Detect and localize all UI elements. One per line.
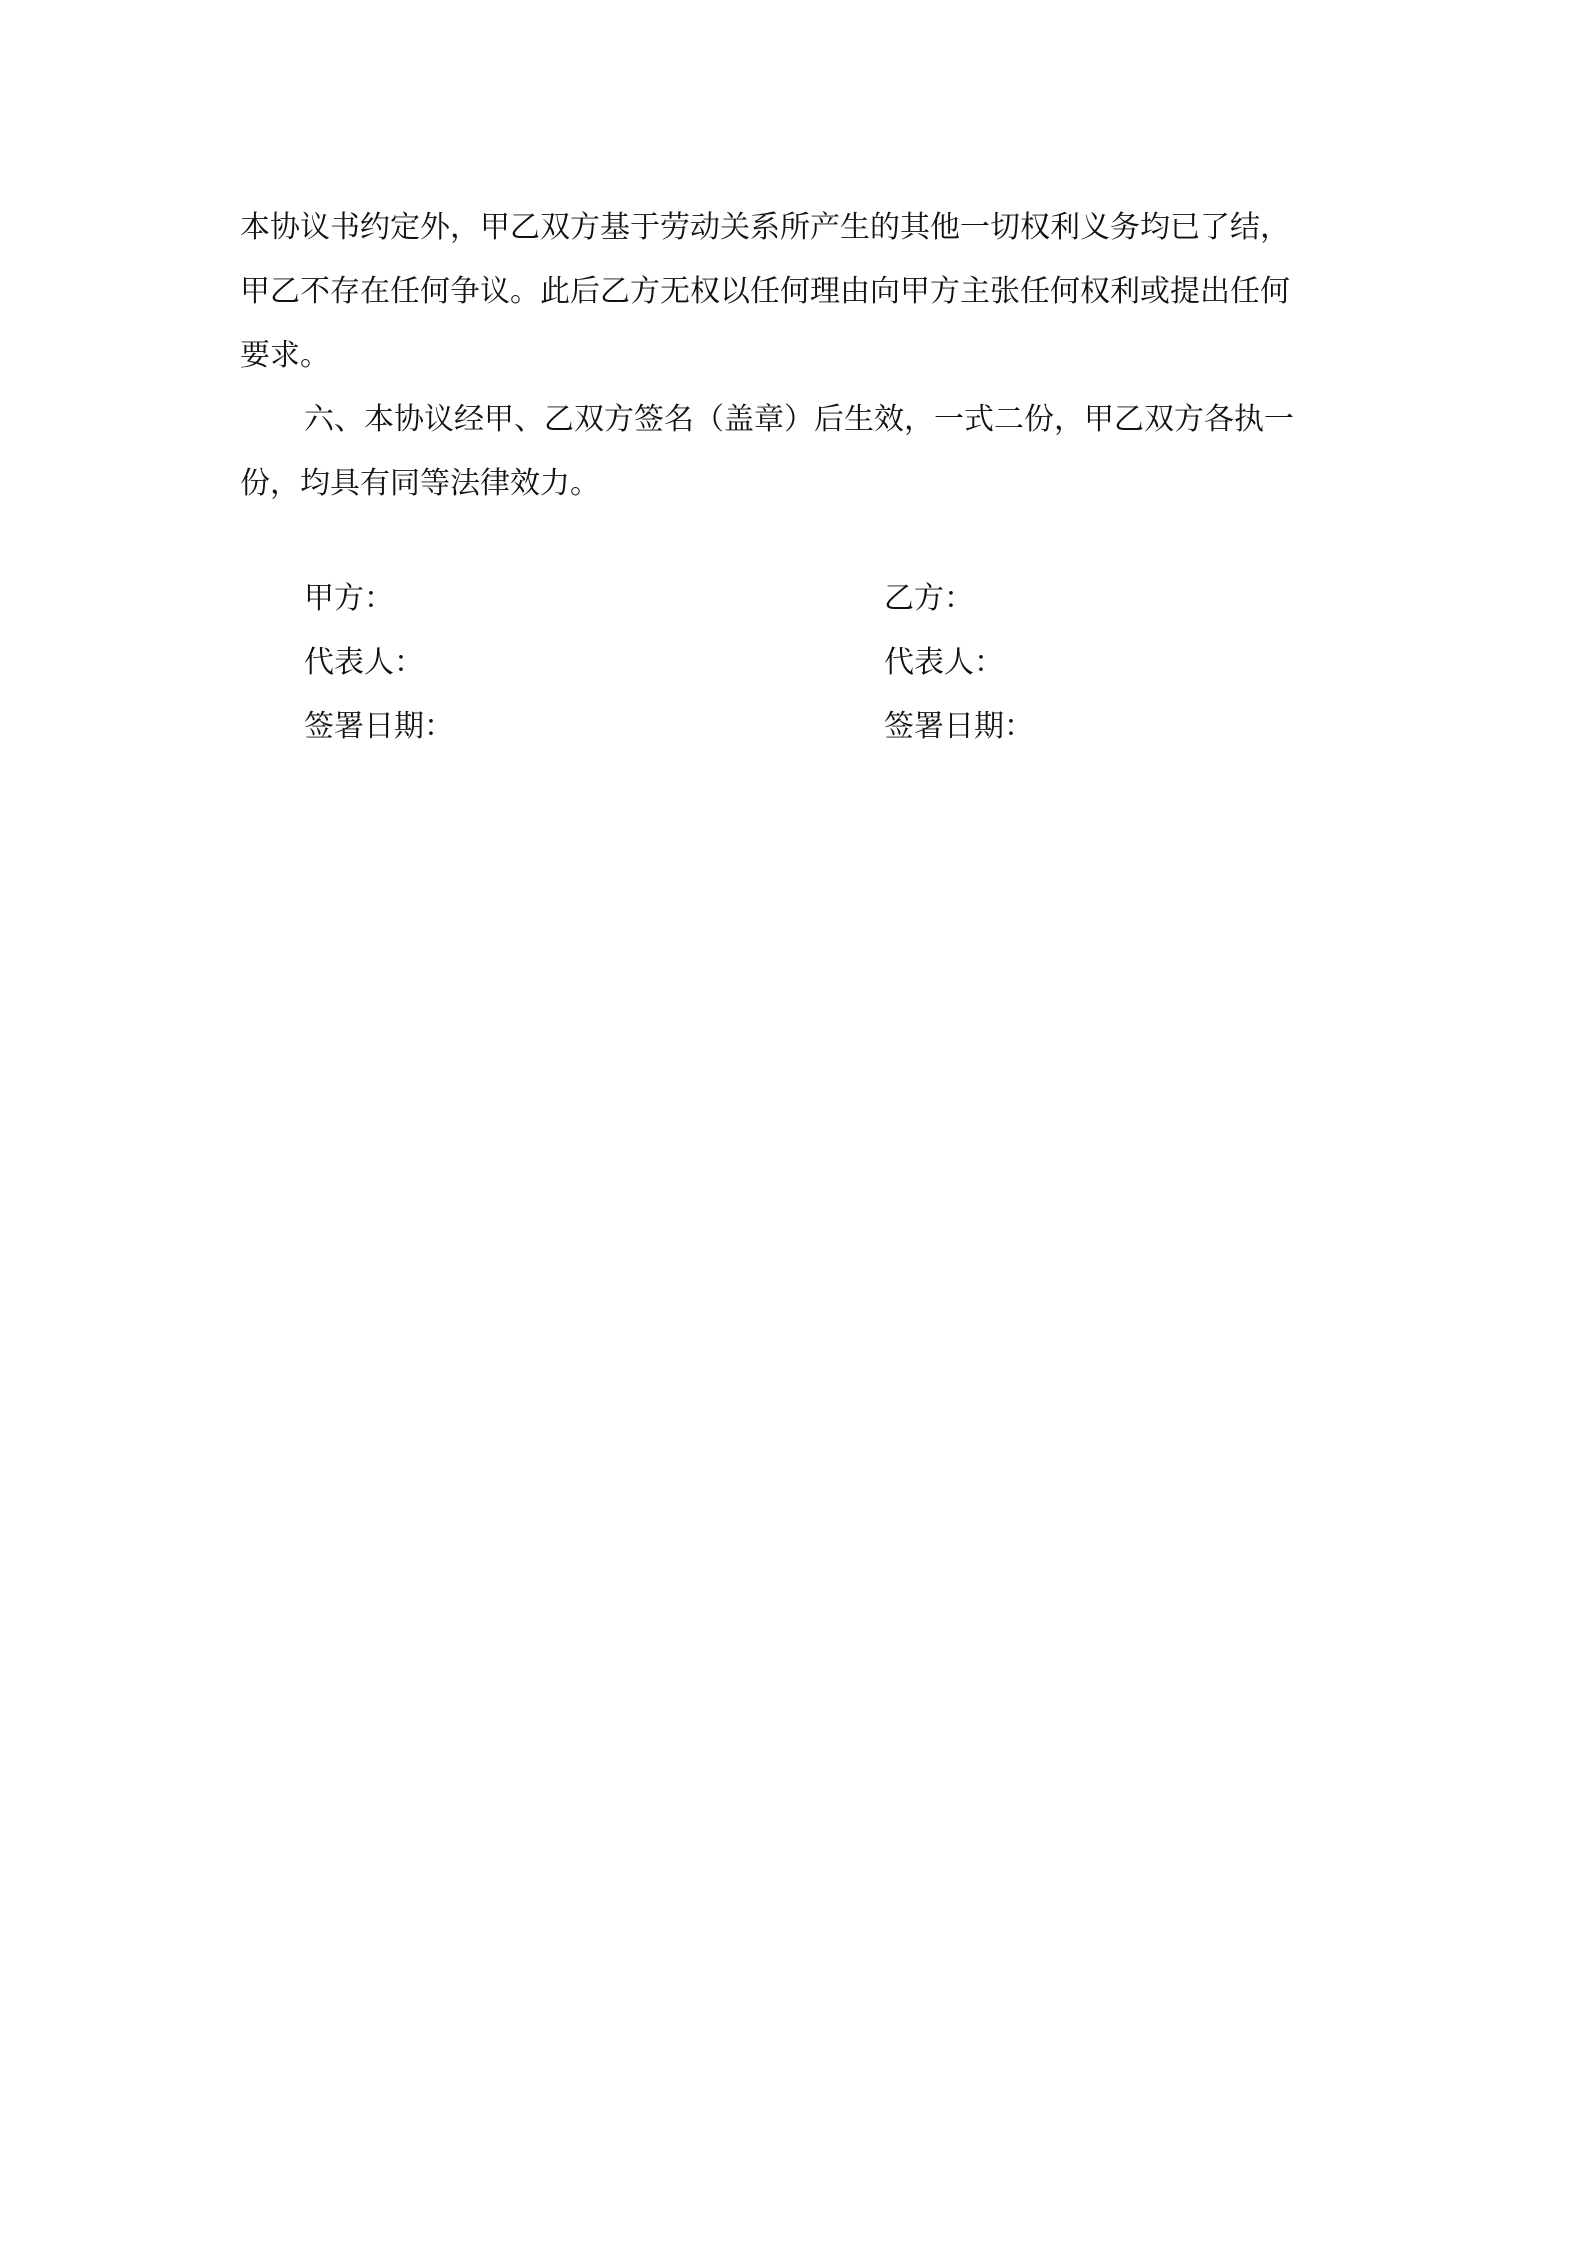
party-a-date-label: 签署日期： [304,709,454,744]
party-a-label: 甲方： [304,581,394,616]
document-body [240,196,1350,516]
paragraph-six-line-1: 六、本协议经甲、乙双方签名（盖章）后生效，一式二份，甲乙双方各执一 [304,402,1294,437]
party-b-date-label: 签署日期： [884,709,1034,744]
paragraph-five-line-3: 要求。 [240,338,330,373]
paragraph-five-line-1: 本协议书约定外，甲乙双方基于劳动关系所产生的其他一切权利义务均已了结， [240,210,1290,245]
paragraph-six-line-2: 份，均具有同等法律效力。 [240,466,600,501]
party-b-signature-block [884,567,1034,759]
party-a-signature-block [304,567,454,759]
paragraph-five-line-2: 甲乙不存在任何争议。此后乙方无权以任何理由向甲方主张任何权利或提出任何 [240,274,1290,309]
party-b-label: 乙方： [884,581,974,616]
party-a-representative-label: 代表人： [304,645,424,680]
party-b-representative-label: 代表人： [884,645,1004,680]
